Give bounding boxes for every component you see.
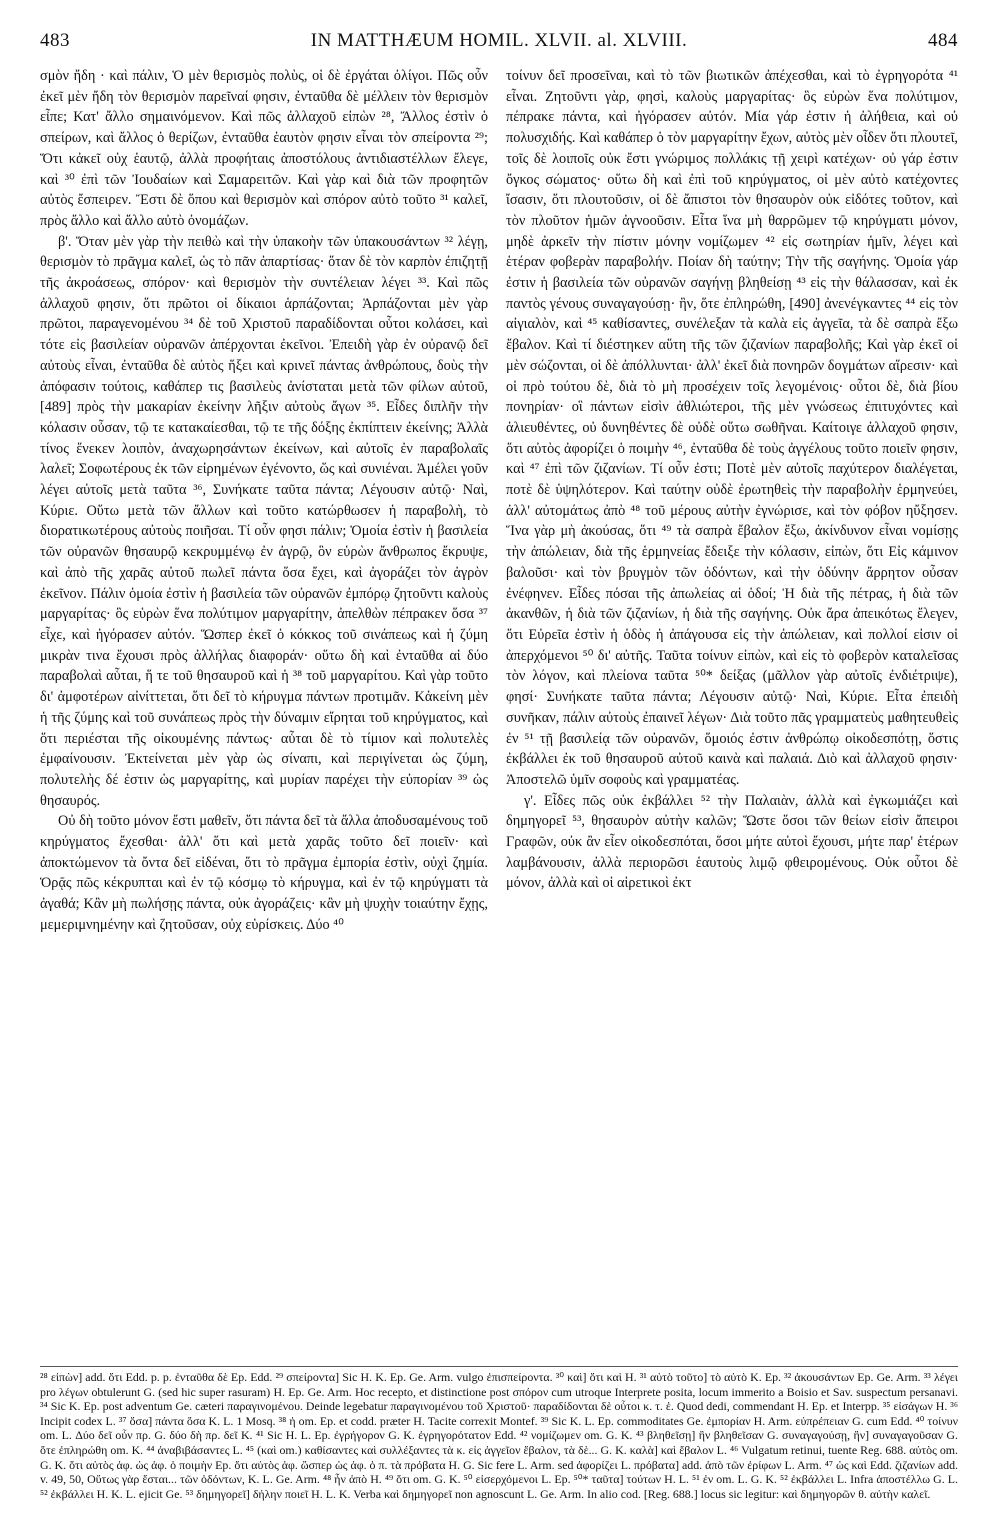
right-column [506, 66, 958, 1364]
footnotes [40, 1370, 958, 1536]
page-number-left: 483 [40, 30, 70, 51]
running-header [40, 30, 958, 56]
paragraph: σμὸν ἤδη · καὶ πάλιν, Ὁ μὲν θερισμὸς πολὺς, οἱ δὲ ἐργάται ὀλίγοι. Πῶς οὖν ἐκεῖ μὲν ἤδη τὸν θερισμὸν παρεῖναί φησιν, ἐνταῦθα δὲ μέλλειν τὸν θερισμὸν εἶπε; Κατ' ἄλλο σημαινόμενον. Καὶ πῶς ἀλλαχοῦ εἰπὼν ²⁸, Ἄλλος ἐστὶν ὁ σπείρων, καὶ ἄλλος ὁ θερίζων, ἐνταῦθα ἑαυτὸν φησιν εἶναι τὸν σπείροντα ²⁹; Ὅτι κἀκεῖ οὐχ ἑαυτῷ, ἀλλὰ προφήταις ἀποστόλους ἀντιδιαστέλλων ἔλεγε, καὶ ³⁰ ἐπὶ τῶν Ἰουδαίων καὶ Σαμαρειτῶν. Καὶ γὰρ καὶ διὰ τῶν προφητῶν αὐτὸς ἔσπειρεν. Ἔστι δὲ ὅπου καὶ θερισμὸν καὶ σπόρον αὐτὸ τοῦτο ³¹ καλεῖ, πρὸς ἄλλο καὶ ἄλλο αὐτὸ ὀνομάζων. [40, 68, 488, 229]
footnote-text: ²⁸ εἰπὼν] add. ὅτι Edd. p. p. ἐνταῦθα δὲ Ep. Edd. ²⁹ σπείροντα] Sic H. K. Ep. Ge. Arm. vulgo ἐπισπείροντα. ³⁰ καὶ] ὅτι καὶ H. ³¹ αὐτὸ τοῦτο] τὸ αὐτὸ K. Ep. ³² ἀκουσάντων Ep. Ge. Arm. ³³ λέγει pro λέγων obtulerunt G. (sed hic super rasuram) H. Ep. Ge. Arm. Hoc recepto, et distinctione post σπόρον cum utroque Interprete posita, locum immerito a Boisio et Sav. suspectum persanavi. ³⁴ Sic K. Ep. post adventum Ge. cæteri παραγινομένου. Deinde legebatur παραγινομένου τοῦ Χριστοῦ· παραδίδονται δὲ οὗτοι κ. τ. ἑ. Quod dedi, commendant H. Ep. et Interpp. ³⁵ εἰσάγων H. ³⁶ Incipit codex L. ³⁷ ὅσα] πάντα ὅσα K. L. 1 Mosq. ³⁸ ἡ om. Ep. et codd. præter H. Tacite correxit Montef. ³⁹ Sic K. L. Ep. commoditates Ge. ἐμπορίαν H. Arm. εὐπρέπειαν G. cum Edd. ⁴⁰ τοίνυν om. L. Δύο δεῖ οὖν πρ. G. δύο δὴ πρ. δεῖ K. ⁴¹ Sic H. L. Ep. ἐγρήγορον G. K. ἐγρηγορότατον Edd. ⁴² νομίζωμεν om. G. K. ⁴³ βληθεῖσῃ] ἣν βληθεῖσαν G. συναγαγούσῃ, ἣν] συναγαγοῦσαν G. ὅτε ἐπληρώθη om. K. ⁴⁴ ἀναβιβάσαντες L. ⁴⁵ (καὶ om.) καθίσαντες καὶ συλλέξαντες τὰ κ. εἰς ἀγγεῖον ἔβαλον, τὰ δὲ... G. K. καλὰ] καὶ ἔβαλον L. ⁴⁶ Vulgatum retinui, tuente Reg. 688. αὐτὸς om. G. K. ὅτι αὐτὸς ἀφ. ὡς ἀφ. ὁ ποιμὴν Ep. ὅτι αὐτὸς ἀφ. ὥσπερ ὡς ἀφ. ὁ π. τὰ πρόβατα H. G. Sic fere L. Arm. sed ἀφορίζει L. πρόβατα] add. ἀπὸ τῶν ἐρίφων L. Arm. ⁴⁷ ὡς καὶ Edd. ζιζανίων add. v. 49, 50, Οὕτως γὰρ ἔσται... τῶν ὀδόντων, K. L. Ge. Arm. ⁴⁸ ἦν ἀπὸ H. ⁴⁹ ὅτι om. G. K. ⁵⁰ εἰσερχόμενοι L. Ep. ⁵⁰* ταῦτα] τούτων H. L. ⁵¹ ἐν om. L. G. K. ⁵² ἐκβάλλει L. Infra ἀποστέλλω G. L. ⁵² ἐκβάλλει H. K. L. ejicit Ge. ⁵³ δημηγορεῖ] δήλην ποιεῖ H. L. K. Verba καὶ δημηγορεῖ non agnoscunt L. Ge. Arm. In alio cod. [Reg. 688.] locus sic legitur: καὶ δημηγορῶν θ. αὐτὴν καλεῖ. [40, 1370, 958, 1501]
page-number-right: 484 [928, 30, 958, 51]
paragraph: γ'. Εἶδες πῶς οὐκ ἐκβάλλει ⁵² τὴν Παλαιὰν, ἀλλὰ καὶ ἐγκωμιάζει καὶ δημηγορεῖ ⁵³, θησαυρὸν αὐτὴν καλῶν; Ὥστε ὅσοι τῶν θείων εἰσὶν ἄπειροι Γραφῶν, οὐκ ἂν εἶεν οἰκοδεσπόται, ὅσοι μήτε αὐτοὶ ἔχουσι, μήτε παρ' ἑτέρων λαμβάνουσιν, ἀλλὰ περιορῶσι ἑαυτοὺς λιμῷ φθειρομένους. Οὐκ οὗτοι δὲ μόνον, ἀλλὰ καὶ οἱ αἱρετικοὶ ἐκτ [506, 792, 958, 892]
paragraph: β'. Ὅταν μὲν γὰρ τὴν πειθὼ καὶ τὴν ὑπακοὴν τῶν ὑπακουσάντων ³² λέγῃ, θερισμὸν τὸ πρᾶγμα καλεῖ, ὡς τὸ πᾶν ἀπαρτίσας· ὅταν δὲ τὸν καρπὸν ἐπιζητῇ τῆς ἀκροάσεως, σπόρον· καὶ θερισμὸν τὴν συντέλειαν λέγει ³³. Καὶ πῶς ἀλλαχοῦ φησιν, ὅτι πρῶτοι οἱ δίκαιοι ἁρπάζονται; Ἁρπάζονται μὲν γὰρ πρῶτοι, παραγενομένου ³⁴ δὲ τοῦ Χριστοῦ παραδίδονται οὗτοι κολάσει, καὶ τότε εἰς βασιλείαν οὐρανῶν ἀπέρχονται ἐκεῖνοι. Ἐπειδὴ γὰρ ἐν οὐρανῷ δεῖ αὐτοὺς εἶναι, ἐνταῦθα δὲ αὐτὸς ἥξει καὶ κρινεῖ πάντας ἀνθρώπους, δοὺς τὴν ἀπόφασιν τούτοις, καθάπερ τις βασιλεὺς ἀνίσταται μετὰ τῶν φίλων αὐτοῦ, [489] πρὸς τὴν μακαρίαν ἐκείνην λῆξιν αὐτοὺς ἄγων ³⁵. Εἶδες διπλῆν τὴν κόλασιν οὖσαν, τῷ τε κατακαίεσθαι, τῷ τε τῆς δόξης ἐκπίπτειν ἐκείνης; Ἀλλὰ τίνος ἕνεκεν λοιπὸν, ἀναχωρησάντων ἐκείνων, καὶ αὐτοῖς ἐν παραβολαῖς λαλεῖ; Σοφωτέρους ἐκ τῶν εἰρημένων ἐγένοντο, ὥς καὶ συνιέναι. Ἀμέλει γοῦν λέγει αὐτοῖς μετὰ ταῦτα ³⁶, Συνήκατε ταῦτα πάντα; Λέγουσιν αὐτῷ· Ναὶ, Κύριε. Οὕτω μετὰ τῶν ἄλλων καὶ τοῦτο κατώρθωσεν ἡ παραβολὴ, τὸ διορατικωτέρους αὐτοὺς ποιῆσαι. Τί οὖν φησι πάλιν; Ὁμοία ἐστὶν ἡ βασιλεία τῶν οὐρανῶν θησαυρῷ κεκρυμμένῳ ἐν ἀγρῷ, ὃν εὑρὼν ἄνθρωπος ἔκρυψε, καὶ ἀπὸ τῆς χαρᾶς αὐτοῦ πωλεῖ πάντα ὅσα ἔχει, καὶ ἀγοράζει τὸν ἀγρὸν ἐκεῖνον. Πάλιν ὁμοία ἐστὶν ἡ βασιλεία τῶν οὐρανῶν ἐμπόρῳ ζητοῦντι καλοὺς μαργαρίτας· ὃς εὑρὼν ἕνα πολύτιμον μαργαρίτην, ἀπελθὼν πέπρακεν ὅσα ³⁷ εἶχε, καὶ ἠγόρασεν αὐτόν. Ὥσπερ ἐκεῖ ὁ κόκκος τοῦ σινάπεως καὶ ἡ ζύμη μικρὰν τινα ἔχουσι πρὸς ἀλλήλας διαφοράν· οὕτω δὴ καὶ ἐνταῦθα αἱ δύο παραβολαὶ αὗται, ἥ τε τοῦ θησαυροῦ καὶ ἡ ³⁸ τοῦ μαργαρίτου. Καὶ γὰρ τοῦτο δι' ἀμφοτέρων αἰνίττεται, ὅτι δεῖ τὸ κήρυγμα πάντων προτιμᾶν. Κἀκείνη μὲν ἡ τῆς ζύμης καὶ τοῦ συνάπεως πρὸς τὴν δύναμιν εἴρηται τοῦ κηρύγματος, καὶ ὅτι περιέσται τῆς οἰκουμένης πάντως· αὗται δὲ τὸ τίμιον καὶ πολυτελὲς ἐμφαίνουσιν. Ἐκτείνεται μὲν γὰρ ὡς σίναπι, καὶ περιγίνεται ὡς ζύμη, πολυτελὴς δέ ἐστιν ὡς μαργαρίτης, καὶ μυρίαν παρέχει τὴν εὐπορίαν ³⁹ ὡς θησαυρός. [40, 233, 488, 809]
left-column [40, 66, 488, 1364]
paragraph: τοίνυν δεῖ προσεῖναι, καὶ τὸ τῶν βιωτικῶν ἀπέχεσθαι, καὶ τὸ ἐγρηγορότα ⁴¹ εἶναι. Ζητοῦντι γὰρ, φησὶ, καλοὺς μαργαρίτας· ὃς εὑρὼν ἕνα πολύτιμον, πέπρακε πάντα, καὶ ἠγόρασεν αὐτόν. Μία γάρ ἐστιν ἡ ἀλήθεια, καὶ οὐ πολυσχιδής. Καὶ καθάπερ ὁ τὸν μαργαρίτην ἔχων, αὐτὸς μὲν οἶδεν ὅτι πλουτεῖ, τοῖς δὲ λοιποῖς οὐκ ἔστι γνώριμος πολλάκις τῇ χειρὶ κατέχων· οὐ γάρ ἐστιν ὄγκος σώματος· οὕτω δὴ καὶ ἐπὶ τοῦ κηρύγματος, οἱ μὲν αὐτὸ κατέχοντες ἴσασιν, ὅτι πλουτοῦσιν, οἱ δὲ ἄπιστοι τὸν θησαυρὸν οὐκ εἰδότες τοῦτον, καὶ τὸν πλοῦτον ἡμῶν ἀγνοοῦσιν. Εἶτα ἵνα μὴ θαρρῶμεν τῷ κηρύγματι μόνον, μηδὲ ἀρκεῖν τὴν πίστιν μόνην νομίζωμεν ⁴² εἰς σωτηρίαν ἡμῖν, λέγει καὶ ἑτέραν φοβερὰν παραβολήν. Ποίαν δὴ ταύτην; Τὴν τῆς σαγήνης. Ὁμοία γάρ ἐστιν ἡ βασιλεία τῶν οὐρανῶν σαγήνῃ βληθείσῃ ⁴³ εἰς τὴν θάλασσαν, καὶ ἐκ παντὸς γένους συναγαγούσῃ· ἣν, ὅτε ἐπληρώθη, [490] ἀνενέγκαντες ⁴⁴ εἰς τὸν αἰγιαλὸν, καὶ ⁴⁵ καθίσαντες, συνέλεξαν τὰ καλὰ εἰς ἀγγεῖα, τὰ δὲ σαπρὰ ἔξω ἔβαλον. Καὶ τί διέστηκεν αὕτη τῆς τῶν ζιζανίων παραβολῆς; Καὶ γὰρ ἐκεῖ οἱ μὲν σώζονται, οἱ δὲ ἀπόλλυνται· ἀλλ' ἐκεῖ διὰ πονηρῶν δογμάτων αἵρεσιν· καὶ οἱ πρὸ τούτου δὲ, διὰ τὸ μὴ προσέχειν τοῖς λεγομένοις· οὗτοι δὲ, διὰ βίου πονηρίαν· οἳ πάντων εἰσὶν ἀθλιώτεροι, τῆς μὲν γνώσεως ἐπιτυχόντες καὶ ἁλιευθέντες, οὐ δυνηθέντες δὲ οὐδὲ οὕτω σωθῆναι. Καίτοιγε ἀλλαχοῦ φησιν, ὅτι αὐτὸς ἀφορίζει ὁ ποιμὴν ⁴⁶, ἐνταῦθα δὲ τοὺς ἀγγέλους τοῦτο ποιεῖν φησιν, καὶ ⁴⁷ ἐπὶ τῶν ζιζανίων. Τί οὖν ἐστι; Ποτὲ μὲν αὐτοῖς παχύτερον διαλέγεται, ποτὲ δὲ ὑψηλότερον. Καὶ ταύτην οὐδὲ ἐρωτηθεὶς τὴν παραβολὴν ἑρμηνεύει, ἀλλ' αὐτομάτως ἀπὸ ⁴⁸ τοῦ μέρους αὐτὴν ἐγνώρισε, καὶ τὸν φόβον ηὔξησεν. Ἵνα γὰρ μὴ ἀκούσας, ὅτι ⁴⁹ τὰ σαπρὰ ἔβαλον ἔξω, ἀκίνδυνον εἶναι νομίσῃς τὴν ἀπώλειαν, διὰ τῆς ἑρμηνείας ἔδειξε τὴν κόλασιν, εἰπὼν, ὅτι Εἰς κάμινον βαλοῦσι· καὶ τὸν βρυγμὸν τῶν ὀδόντων, καὶ τὴν ὀδύνην ἄρρητον οὖσαν ἐνέφηνεν. Εἶδες πόσαι τῆς ἀπωλείας αἱ ὁδοί; Ἡ διὰ τῆς πέτρας, ἡ διὰ τῶν ἀκανθῶν, ἡ διὰ τῶν ζιζανίων, ἡ διὰ τῆς σαγήνης. Οὐκ ἄρα ἀπεικότως ἔλεγεν, ὅτι Εὐρεῖα ἐστὶν ἡ ὁδὸς ἡ ἀπάγουσα εἰς τὴν ἀπώλειαν, καὶ πολλοί εἰσιν οἱ ἀπερχόμενοι ⁵⁰ δι' αὐτῆς. Ταῦτα τοίνυν εἰπὼν, καὶ εἰς τὸ φοβερὸν καταλεῖσας τὸν λόγον, καὶ πλείονα ταῦτα ⁵⁰* δείξας (μᾶλλον γὰρ αὐτοῖς ἐνδιέτριψε), φησί· Συνήκατε ταῦτα πάντα; Λέγουσιν αὐτῷ· Ναὶ, Κύριε. Εἶτα ἐπειδὴ συνῆκαν, πάλιν αὐτοὺς ἐπαινεῖ λέγων· Διὰ τοῦτο πᾶς γραμματεὺς μαθητευθεὶς ἐν ⁵¹ τῇ βασιλείᾳ τῶν οὐρανῶν, ὅμοιός ἐστιν ἀνθρώπῳ οἰκοδεσπότῃ, ὅστις ἐκβάλλει ἐκ τοῦ θησαυροῦ αὐτοῦ καινὰ καὶ παλαιά. Διὸ καὶ ἀλλαχοῦ φησιν· Ἀποστελῶ ὑμῖν σοφοὺς καὶ γραμματέας. [506, 68, 958, 788]
running-title: IN MATTHÆUM HOMIL. XLVII. al. XLVIII. [310, 30, 688, 51]
paragraph: Οὐ δὴ τοῦτο μόνον ἔστι μαθεῖν, ὅτι πάντα δεῖ τὰ ἄλλα ἀποδυσαμένους τοῦ κηρύγματος ἔχεσθαι· ἀλλ' ὅτι καὶ μετὰ χαρᾶς τοῦτο δεῖ ποιεῖν· καὶ ἀποκτώμενον τὰ ὄντα δεῖ εἰδέναι, ὅτι τὸ πρᾶγμα ἐμπορία ἐστὶν, οὐχὶ ζημία. Ὁρᾷς πῶς κέκρυπται καὶ ἐν τῷ κόσμῳ τὸ κήρυγμα, καὶ ἐν τῷ κηρύγματι τὰ ἀγαθά; Κἂν μὴ πωλήσῃς πάντα, οὐκ ἀγοράζεις· κἂν μὴ ψυχὴν τοιαύτην ἔχῃς, μεμεριμνημένην καὶ ζητοῦσαν, οὐχ εὑρίσκεις. Δύο ⁴⁰ [40, 813, 488, 933]
footnote-divider [40, 1366, 958, 1367]
